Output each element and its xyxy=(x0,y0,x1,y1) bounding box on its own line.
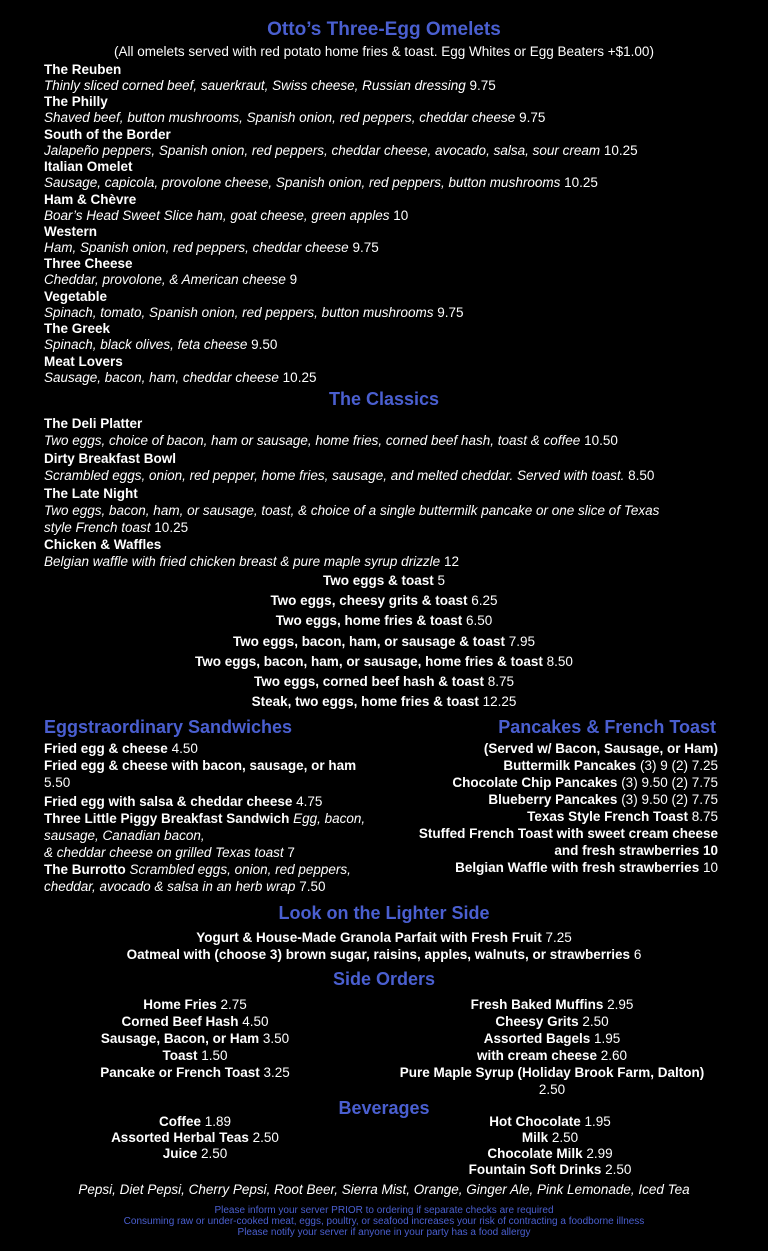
combo-name: Two eggs, bacon, ham, or sausage & toast xyxy=(232,633,505,649)
omelet-price: 10.25 xyxy=(282,369,317,385)
sandwich-item: Fried egg & cheese with bacon, sausage, or ham xyxy=(44,758,357,773)
omelets-note: (All omelets served with red potato home fries & toast. Egg Whites or Egg Beaters +$1.00) xyxy=(114,44,654,59)
sides-title: Side Orders xyxy=(332,969,436,989)
pancake-item: Belgian Waffle with fresh strawberries 10 xyxy=(455,860,718,875)
classic-combo xyxy=(0,672,768,692)
omelet-price: 9.50 xyxy=(251,337,278,353)
side-item-price: 1.95 xyxy=(594,1031,621,1046)
beverage-item xyxy=(400,1114,700,1130)
sandwiches-title: Eggstraordinary Sandwiches xyxy=(44,717,293,737)
side-item-price: 3.50 xyxy=(262,1031,290,1046)
classic-combo xyxy=(0,591,768,611)
omelet-name: Western xyxy=(44,224,98,239)
classic-combo xyxy=(0,652,768,672)
omelet-price: 9.75 xyxy=(519,110,546,126)
sandwich-item: Three Little Piggy Breakfast Sandwich Egg, bacon, xyxy=(44,811,366,826)
beverage-item xyxy=(60,1146,330,1162)
side-item xyxy=(392,1064,712,1081)
side-item-name: Home Fries xyxy=(143,997,217,1012)
combo-price: 5 xyxy=(437,573,446,588)
classic-name: The Deli Platter xyxy=(44,416,143,431)
beverage-item-price: 2.50 xyxy=(201,1146,228,1161)
sides-left-list xyxy=(60,996,330,1081)
side-item-price: 1.50 xyxy=(201,1048,228,1063)
side-item xyxy=(392,1030,712,1047)
pancake-item: Blueberry Pancakes (3) 9.50 (2) 7.75 xyxy=(488,792,718,807)
beverage-item-price: 1.95 xyxy=(584,1114,611,1129)
classics-title: The Classics xyxy=(328,389,440,409)
pancake-item: Chocolate Chip Pancakes (3) 9.50 (2) 7.75 xyxy=(452,775,718,790)
combo-name: Two eggs, home fries & toast xyxy=(275,613,463,629)
omelet-name: The Philly xyxy=(44,94,108,110)
side-item-name: Toast xyxy=(162,1048,198,1063)
beverage-item-price: 2.99 xyxy=(586,1146,613,1161)
beverages-left-list xyxy=(60,1114,330,1162)
sandwich-desc: & cheddar cheese on grilled Texas toast 7 xyxy=(44,845,295,860)
side-item xyxy=(60,1013,330,1030)
omelet-desc: Ham, Spanish onion, red peppers, cheddar cheese 9.75 xyxy=(44,240,379,255)
omelet-price: 9.75 xyxy=(469,78,496,93)
combo-name: Two eggs, cheesy grits & toast xyxy=(270,593,468,609)
sandwich-item: The Burrotto Scrambled eggs, onion, red peppers, xyxy=(44,862,351,877)
pancake-item: and fresh strawberries 10 xyxy=(554,843,718,858)
pancakes-note: (Served w/ Bacon, Sausage, or Ham) xyxy=(483,741,718,756)
footer-line: Please notify your server if anyone in your party has a food allergy xyxy=(237,1227,531,1238)
pancake-item: Stuffed French Toast with sweet cream cheese xyxy=(418,826,718,841)
side-item xyxy=(60,996,330,1013)
sandwich-desc: sausage, Canadian bacon, xyxy=(44,828,205,843)
beverage-item-name: Juice xyxy=(162,1146,198,1161)
sandwich-price: 5.50 xyxy=(44,775,71,790)
combo-price: 12.25 xyxy=(482,694,517,710)
side-item-name: Fresh Baked Muffins xyxy=(470,997,604,1012)
classic-desc: Belgian waffle with fried chicken breast & pure maple syrup drizzle 12 xyxy=(44,554,459,569)
combo-price: 6.50 xyxy=(466,613,493,629)
sandwich-item: Fried egg with salsa & cheddar cheese 4.75 xyxy=(44,794,323,809)
side-item xyxy=(60,1030,330,1047)
beverage-item-price: 2.50 xyxy=(551,1130,579,1145)
omelet-desc: Sausage, bacon, ham, cheddar cheese 10.25 xyxy=(44,369,317,385)
classic-combo xyxy=(0,611,768,631)
beverage-item-name: Hot Chocolate xyxy=(489,1114,581,1129)
classic-combo xyxy=(0,632,768,652)
sides-right-list xyxy=(392,996,712,1081)
side-item xyxy=(392,1047,712,1064)
side-item-name: Pure Maple Syrup (Holiday Brook Farm, Dalton) xyxy=(399,1065,705,1080)
omelet-name: Meat Lovers xyxy=(44,353,123,369)
beverage-item-name: Coffee xyxy=(158,1114,201,1129)
combo-name: Steak, two eggs, home fries & toast xyxy=(251,694,479,710)
beverages-title: Beverages xyxy=(338,1098,430,1118)
omelet-desc: Spinach, tomato, Spanish onion, red peppers, button mushrooms 9.75 xyxy=(44,304,464,320)
side-item-price: 2.95 xyxy=(607,997,634,1012)
side-item-name: Cheesy Grits xyxy=(495,1014,579,1029)
side-item xyxy=(60,1064,330,1081)
omelet-desc: Spinach, black olives, feta cheese 9.50 xyxy=(44,337,278,353)
classic-name: Dirty Breakfast Bowl xyxy=(44,451,177,466)
syrup-price: 2.50 xyxy=(538,1082,566,1097)
combo-price: 7.95 xyxy=(508,633,536,649)
combo-price: 8.75 xyxy=(487,674,515,689)
footer-line: Consuming raw or under-cooked meat, eggs, poultry, or seafood increases your risk of contracting a foodborne illness xyxy=(123,1216,645,1227)
omelet-name: The Greek xyxy=(44,321,111,337)
side-item-price: 4.50 xyxy=(242,1014,269,1029)
side-item-name: Sausage, Bacon, or Ham xyxy=(100,1031,260,1046)
side-item-name: Pancake or French Toast xyxy=(100,1065,260,1080)
lighter-title: Look on the Lighter Side xyxy=(278,903,490,923)
pancake-item: Texas Style French Toast 8.75 xyxy=(527,809,718,824)
side-item-price: 2.60 xyxy=(600,1048,628,1063)
omelet-name: Ham & Chèvre xyxy=(44,191,137,207)
pancakes-title: Pancakes & French Toast xyxy=(498,717,716,737)
omelet-name: Italian Omelet xyxy=(44,159,133,175)
classic-combo xyxy=(0,692,768,712)
omelets-title: Otto’s Three-Egg Omelets xyxy=(267,19,501,40)
omelet-price: 9 xyxy=(289,272,298,288)
classic-desc: style French toast 10.25 xyxy=(44,520,189,535)
omelet-desc: Boar’s Head Sweet Slice ham, goat cheese, green apples 10 xyxy=(44,207,409,223)
side-item-name: Assorted Bagels xyxy=(483,1031,591,1046)
beverage-item-name: Assorted Herbal Teas xyxy=(111,1130,249,1145)
omelet-name: South of the Border xyxy=(44,126,171,142)
sandwich-item: Fried egg & cheese 4.50 xyxy=(44,741,198,756)
omelet-price: 9.75 xyxy=(352,240,379,255)
beverage-item-name: Fountain Soft Drinks xyxy=(468,1162,602,1177)
classic-price: 12 xyxy=(443,554,459,569)
classic-name: Chicken & Waffles xyxy=(44,537,162,552)
omelet-price: 9.75 xyxy=(437,304,464,320)
side-item xyxy=(60,1047,330,1064)
sodas-list: Pepsi, Diet Pepsi, Cherry Pepsi, Root Beer, Sierra Mist, Orange, Ginger Ale, Pink Lemonade, Iced Tea xyxy=(78,1182,690,1197)
beverage-item xyxy=(60,1130,330,1146)
pancakes-list xyxy=(378,740,718,876)
sandwich-desc: cheddar, avocado & salsa in an herb wrap 7.50 xyxy=(44,879,326,894)
sandwiches-list xyxy=(44,740,384,895)
classic-desc: Two eggs, bacon, ham, or sausage, toast, & choice of a single buttermilk pancake or one slice of Texas xyxy=(44,503,660,518)
side-item-price: 2.50 xyxy=(582,1014,609,1029)
combo-name: Two eggs, corned beef hash & toast xyxy=(253,674,484,689)
footer-line: Please inform your server PRIOR to ordering if separate checks are required xyxy=(214,1205,554,1216)
omelet-name: Vegetable xyxy=(44,288,108,304)
classic-price: 10.25 xyxy=(154,520,189,535)
beverage-item-price: 2.50 xyxy=(252,1130,279,1145)
combo-price: 8.50 xyxy=(546,653,573,669)
omelet-name: Three Cheese xyxy=(44,256,133,272)
beverage-item-price: 1.89 xyxy=(204,1114,232,1129)
omelet-price: 10.25 xyxy=(603,142,638,158)
side-item-name: with cream cheese xyxy=(476,1048,598,1063)
beverage-item-price: 2.50 xyxy=(605,1162,632,1177)
beverage-item xyxy=(60,1114,330,1130)
side-item-price: 2.75 xyxy=(220,997,247,1012)
beverage-item xyxy=(400,1146,700,1162)
omelet-desc: Cheddar, provolone, & American cheese 9 xyxy=(44,272,298,288)
side-item-price: 3.25 xyxy=(263,1065,290,1080)
beverage-item-name: Chocolate Milk xyxy=(487,1146,583,1161)
side-item-name: Corned Beef Hash xyxy=(121,1014,239,1029)
omelet-price: 10 xyxy=(393,207,409,223)
beverage-item xyxy=(400,1130,700,1146)
beverage-item-name: Milk xyxy=(521,1130,549,1145)
classic-combo xyxy=(0,571,768,591)
omelet-desc: Sausage, capicola, provolone cheese, Spanish onion, red peppers, button mushrooms 10.25 xyxy=(44,175,598,191)
omelet-name: The Reuben xyxy=(44,62,122,77)
side-item xyxy=(392,996,712,1013)
classic-name: The Late Night xyxy=(44,486,138,501)
combo-name: Two eggs, bacon, ham, or sausage, home fries & toast xyxy=(195,653,543,669)
beverages-right-list xyxy=(400,1114,700,1178)
combo-price: 6.25 xyxy=(471,593,498,609)
lighter-item: Oatmeal with (choose 3) brown sugar, raisins, apples, walnuts, or strawberries 6 xyxy=(126,947,642,962)
lighter-item: Yogurt & House-Made Granola Parfait with Fresh Fruit 7.25 xyxy=(196,930,572,945)
omelet-desc: Thinly sliced corned beef, sauerkraut, Swiss cheese, Russian dressing 9.75 xyxy=(44,78,496,93)
omelet-desc: Shaved beef, button mushrooms, Spanish onion, red peppers, cheddar cheese 9.75 xyxy=(44,110,546,126)
side-item xyxy=(392,1013,712,1030)
classic-desc: Scrambled eggs, onion, red pepper, home fries, sausage, and melted cheddar. Served with toast. 8.50 xyxy=(44,468,655,483)
pancake-item: Buttermilk Pancakes (3) 9 (2) 7.25 xyxy=(503,758,718,773)
omelet-price: 10.25 xyxy=(564,175,598,191)
beverage-item xyxy=(400,1162,700,1178)
classic-desc: Two eggs, choice of bacon, ham or sausage, home fries, corned beef hash, toast & coffee 10.50 xyxy=(44,433,618,448)
classic-price: 8.50 xyxy=(628,468,655,483)
classic-price: 10.50 xyxy=(584,433,618,448)
combo-name: Two eggs & toast xyxy=(322,573,434,588)
omelet-desc: Jalapeño peppers, Spanish onion, red peppers, cheddar cheese, avocado, salsa, sour cream 10.25 xyxy=(44,142,638,158)
